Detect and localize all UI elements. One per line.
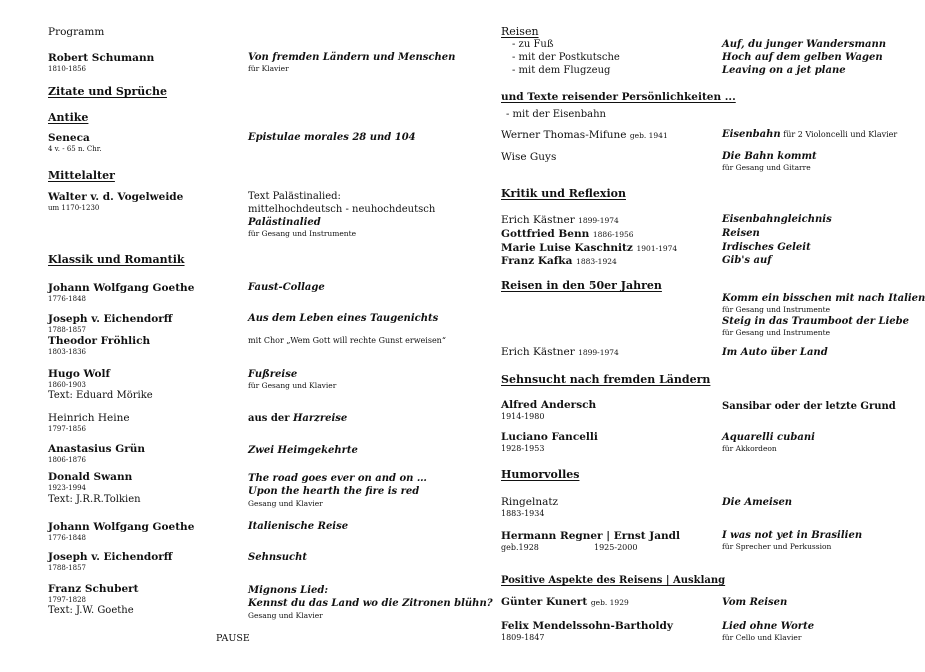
work-title: Irdisches Geleit (722, 242, 811, 253)
author-dates: 4 v. - 65 n. Chr. (48, 145, 102, 153)
choir-note: mit Chor „Wem Gott will rechte Gunst erweisen“ (248, 336, 446, 345)
work-title: Fußreise (248, 369, 298, 380)
section-heading-antike: Antike (48, 111, 89, 124)
name: Werner Thomas-Mifune (501, 129, 627, 141)
text-author: Text: J.R.R.Tolkien (48, 494, 141, 505)
work-title: Steig in das Traumboot der Liebe (722, 316, 910, 327)
section-heading-zitate: Zitate und Sprüche (48, 85, 167, 98)
work-instrumentation: für Cello und Klavier (722, 633, 802, 642)
composer-name: Theodor Fröhlich (48, 335, 151, 347)
author-name (501, 243, 677, 254)
composer-name: Hermann Regner | Ernst Jandl (501, 530, 681, 542)
section-heading-50er: Reisen in den 50er Jahren (501, 279, 662, 292)
section-heading-sehnsucht: Sehnsucht nach fremden Ländern (501, 373, 711, 386)
composer-dates: 1797-1828 (48, 596, 86, 604)
work-title (248, 414, 347, 424)
author-name: Johann Wolfgang Goethe (48, 282, 195, 294)
name: Franz Kafka (501, 255, 573, 267)
work-instrumentation: für Klavier (248, 64, 289, 73)
author-dates: 1788-1857 (48, 326, 86, 334)
work-instrumentation: für Gesang und Instrumente (722, 328, 831, 337)
list-item: - mit der Postkutsche (512, 52, 620, 63)
author-dates: 1883-1934 (501, 509, 545, 518)
author-name (501, 215, 619, 226)
composer-name: Felix Mendelssohn-Bartholdy (501, 620, 673, 632)
work-title: Sansibar oder der letzte Grund (722, 401, 896, 412)
section-heading-humor: Humorvolles (501, 468, 580, 481)
text-note: mittelhochdeutsch - neuhochdeutsch (248, 204, 436, 215)
work-title: Die Ameisen (722, 497, 793, 508)
composer-dates: 1923-1994 (48, 484, 86, 492)
author-dates: 1806-1876 (48, 456, 86, 464)
author-dates: 1797-1856 (48, 425, 86, 433)
composer-name: Hugo Wolf (48, 368, 111, 380)
author-name: Wise Guys (501, 151, 557, 163)
section-heading-reisen: Reisen (501, 25, 539, 38)
dates: 1886-1956 (592, 230, 634, 239)
work-title: Im Auto über Land (722, 347, 828, 358)
work-title: Sehnsucht (248, 552, 308, 563)
author-name: Johann Wolfgang Goethe (48, 521, 195, 533)
list-item: - mit der Eisenbahn (506, 109, 606, 120)
text-author: Text: J.W. Goethe (48, 605, 134, 616)
work-title: Mignons Lied: (248, 585, 329, 596)
work-instrumentation: für Gesang und Gitarre (722, 163, 811, 172)
work-instrumentation: Gesang und Klavier (248, 499, 323, 508)
author-dates: 1776-1848 (48, 534, 86, 542)
work-instrumentation: für Sprecher und Perkussion (722, 542, 832, 551)
dates: 1899-1974 (578, 348, 619, 357)
work-title: Eisenbahngleichnis (722, 214, 832, 225)
work-title: Von fremden Ländern und Menschen (248, 52, 456, 63)
author-dates: 1925-2000 (594, 543, 638, 552)
work-title: Italienische Reise (248, 521, 349, 532)
work-prefix: aus der (248, 413, 293, 424)
author-name (501, 229, 634, 240)
pause-label: PAUSE (216, 633, 250, 644)
work-title: Aquarelli cubani (722, 432, 815, 443)
section-heading-klassik: Klassik und Romantik (48, 253, 185, 266)
author-name: Joseph v. Eichendorff (48, 551, 173, 563)
work-title: Hoch auf dem gelben Wagen (722, 52, 883, 63)
work-title: Vom Reisen (722, 597, 788, 608)
author-name (501, 256, 617, 267)
name: Günter Kunert (501, 596, 588, 608)
work-title: Upon the hearth the fire is red (248, 486, 420, 497)
text-author: Text: Eduard Mörike (48, 390, 153, 401)
list-item: - mit dem Flugzeug (512, 65, 611, 76)
programm-title: Programm (48, 26, 105, 38)
work-instrumentation: für Gesang und Instrumente (248, 229, 357, 238)
composer-dates: 1928-1953 (501, 444, 545, 453)
author-name: Walter v. d. Vogelweide (48, 191, 184, 203)
author-dates: 1914-1980 (501, 412, 545, 421)
work-title (722, 130, 897, 140)
work-instrumentation: für Gesang und Klavier (248, 381, 337, 390)
author-name: Heinrich Heine (48, 412, 130, 424)
work-title: Lied ohne Worte (722, 621, 815, 632)
composer-name: Donald Swann (48, 471, 133, 483)
work-title: Zwei Heimgekehrte (248, 445, 358, 456)
work-instrumentation: Gesang und Klavier (248, 611, 323, 620)
author-dates: um 1170-1230 (48, 204, 100, 212)
composer-name: Robert Schumann (48, 52, 155, 64)
work-title: I was not yet in Brasilien (722, 530, 863, 541)
dates: geb. 1941 (629, 131, 668, 140)
work-title: Aus dem Leben eines Taugenichts (248, 313, 439, 324)
author-name: Alfred Andersch (501, 399, 597, 411)
section-heading-kritik: Kritik und Reflexion (501, 187, 626, 200)
work-title: Epistulae morales 28 und 104 (248, 132, 416, 143)
section-heading-mittelalter: Mittelalter (48, 169, 115, 182)
name: Erich Kästner (501, 214, 575, 226)
name: Erich Kästner (501, 346, 575, 358)
author-name: Ringelnatz (501, 496, 559, 508)
name: Gottfried Benn (501, 228, 590, 240)
section-heading-positive: Positive Aspekte des Reisens | Ausklang (501, 575, 726, 586)
author-name: Joseph v. Eichendorff (48, 313, 173, 325)
composer-dates: geb.1928 (501, 543, 539, 552)
work-name: Harzreise (292, 413, 348, 424)
work-title: The road goes ever on and on … (248, 473, 427, 484)
composer-name (501, 130, 668, 141)
work-title: Auf, du junger Wandersmann (722, 39, 887, 50)
work-instrumentation: für Akkordeon (722, 444, 777, 453)
work-title: Gib's auf (722, 255, 772, 266)
text-note: Text Palästinalied: (248, 191, 341, 202)
author-name: Anastasius Grün (48, 443, 146, 455)
work-title: Komm ein bisschen mit nach Italien (722, 293, 925, 304)
dates: 1899-1974 (578, 216, 619, 225)
work-title: Reisen (722, 228, 760, 239)
composer-dates: 1803-1836 (48, 348, 86, 356)
dates: 1883-1924 (576, 257, 617, 266)
work-instrumentation: für Gesang und Instrumente (722, 305, 831, 314)
work-title: Leaving on a jet plane (722, 65, 846, 76)
dates: geb. 1929 (590, 598, 629, 607)
work-name: Eisenbahn (722, 129, 781, 140)
work-title: Kennst du das Land wo die Zitronen blühn? (248, 598, 493, 609)
section-heading-texte: und Texte reisender Persönlichkeiten ... (501, 91, 736, 103)
work-title: Faust-Collage (248, 282, 325, 293)
author-dates: 1776-1848 (48, 295, 86, 303)
author-name (501, 597, 629, 608)
work-title: Die Bahn kommt (722, 151, 817, 162)
name: Marie Luise Kaschnitz (501, 242, 633, 254)
composer-name: Franz Schubert (48, 583, 139, 595)
author-name: Seneca (48, 132, 90, 144)
composer-dates: 1810-1856 (48, 65, 86, 73)
composer-name: Luciano Fancelli (501, 431, 598, 443)
work-title: Palästinalied (248, 217, 321, 228)
work-instrumentation: für 2 Violoncelli und Klavier (780, 130, 898, 139)
composer-dates: 1860-1903 (48, 381, 86, 389)
author-name (501, 347, 619, 358)
dates: 1901-1974 (636, 244, 678, 253)
composer-dates: 1809-1847 (501, 633, 545, 642)
list-item: - zu Fuß (512, 39, 554, 50)
author-dates: 1788-1857 (48, 564, 86, 572)
